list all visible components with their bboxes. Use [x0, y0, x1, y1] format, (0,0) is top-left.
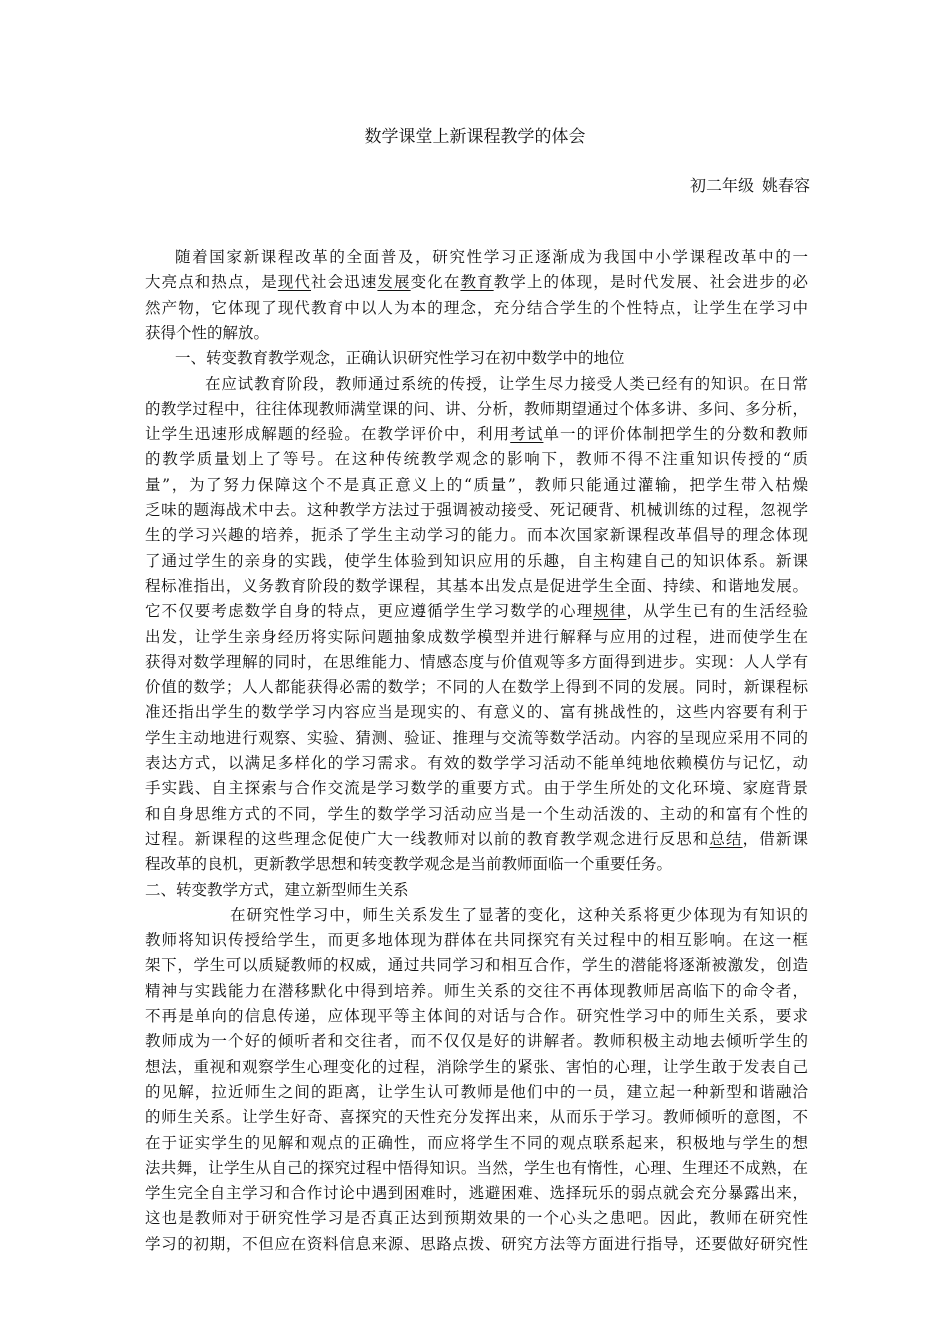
- text-segment: 教师成为一个好的倾听者和交往者，而不仅仅是好的讲解者。教师积极主动地去倾听学生的: [145, 1032, 808, 1050]
- text-line: [145, 877, 808, 903]
- text-segment: 准还指出学生的数学学习内容应当是现实的、有意义的、富有挑战性的，这些内容要有利于: [145, 703, 808, 721]
- text-line: [145, 674, 808, 700]
- text-line: [145, 1028, 808, 1054]
- text-segment: 生的学习兴趣的培养，扼杀了学生主动学习的能力。而本次国家新课程改革倡导的理念体现: [145, 526, 808, 544]
- text-line: [145, 750, 808, 776]
- text-line: [145, 295, 808, 321]
- linked-term[interactable]: 教育: [460, 273, 494, 291]
- text-segment: 变化在: [410, 273, 461, 291]
- text-line: [145, 1231, 808, 1257]
- text-line: [145, 320, 808, 346]
- text-line: [145, 851, 808, 877]
- text-segment: 的师生关系。让学生好奇、喜探究的天性充分发挥出来，从而乐于学习。教师倾听的意图，不: [145, 1108, 808, 1126]
- text-segment: 想法，重视和观察学生心理变化的过程，消除学生的紧张、害怕的心理，让学生敢于发表自己: [145, 1058, 808, 1076]
- text-line: [145, 978, 808, 1004]
- text-segment: 了通过学生的亲身的实践，使学生体验到知识应用的乐趣，自主构建自己的知识体系。新课: [145, 552, 808, 570]
- author-grade: 初二年级: [689, 176, 754, 195]
- text-line: [145, 699, 808, 725]
- author-line: [690, 175, 810, 197]
- text-segment: 获得对数学理解的同时，在思维能力、情感态度与价值观等多方面得到进步。实现：人人学有: [145, 653, 808, 671]
- text-line: [145, 522, 808, 548]
- text-line: [145, 421, 808, 447]
- text-line: [145, 396, 808, 422]
- author-name: 姚春容: [761, 176, 810, 195]
- text-segment: 社会迅速: [311, 273, 378, 291]
- text-segment: 在应试教育阶段，教师通过系统的传授，让学生尽力接受人类已经有的知识。在日常: [205, 375, 808, 393]
- text-segment: 的教学质量划上了等号。在这种传统教学观念的影响下，教师不得不注重知识传授的“质: [145, 450, 808, 468]
- text-segment: 精神与实践能力在潜移默化中得到培养。师生关系的交往不再体现教师居高临下的命令者，: [145, 982, 808, 1000]
- text-segment: 在于证实学生的见解和观点的正确性，而应将学生不同的观点联系起来，积极地与学生的想: [145, 1134, 808, 1152]
- text-line: [145, 269, 808, 295]
- text-segment: 量”，为了努力保障这个不是真正意义上的“质量”，教师只能通过灌输，把学生带入枯燥: [145, 476, 808, 494]
- text-segment: 它不仅要考虑数学自身的特点，更应遵循学生学习数学的心理: [145, 602, 594, 620]
- text-line: [145, 801, 808, 827]
- text-line: [145, 573, 808, 599]
- text-segment: 过程。新课程的这些理念促使广大一线教师对以前的教育教学观念进行反思和: [145, 830, 710, 848]
- text-line: [175, 244, 808, 270]
- text-segment: 和自身思维方式的不同，学生的数学学习活动应当是一个生动活泼的、主动的和富有个性的: [145, 805, 808, 823]
- document-title: 数学课堂上新课程教学的体会: [364, 127, 586, 147]
- text-line: [205, 371, 808, 397]
- text-segment: 表达方式，以满足多样化的学习需求。有效的数学学习活动不能单纯地依赖模仿与记忆，动: [145, 754, 808, 772]
- text-line: [145, 927, 808, 953]
- text-line: [145, 1104, 808, 1130]
- text-segment: 乏味的题海战术中去。这种教学方法过于强调被动接受、死记硬背、机械训练的过程，忽视学: [145, 501, 808, 519]
- linked-term[interactable]: 现代: [277, 273, 312, 291]
- text-line: [145, 598, 808, 624]
- text-segment: 程标准指出，义务教育阶段的数学课程，其基本出发点是促进学生全面、持续、和谐地发展。: [145, 577, 808, 595]
- text-segment: 学习的初期，不但应在资料信息来源、思路点拨、研究方法等方面进行指导，还要做好研究性: [145, 1235, 808, 1253]
- text-segment: 出发，让学生亲身经历将实际问题抽象成数学模型并进行解释与应用的过程，进而使学生在: [145, 628, 808, 646]
- text-segment: 手实践、自主探索与合作交流是学习数学的重要方式。由于学生所处的文化环境、家庭背景: [145, 779, 808, 797]
- text-line: [230, 902, 808, 928]
- text-segment: 然产物，它体现了现代教育中以人为本的理念，充分结合学生的个性特点，让学生在学习中: [145, 299, 808, 317]
- text-line: [145, 1079, 808, 1105]
- text-segment: 架下，学生可以质疑教师的权威，通过共同学习和相互合作，学生的潜能将逐渐被激发，创造: [145, 956, 808, 974]
- text-line: [145, 1054, 808, 1080]
- text-line: [145, 446, 808, 472]
- text-line: [145, 725, 808, 751]
- text-segment: 的教学过程中，往往体现教师满堂课的问、讲、分析，教师期望通过个体多讲、多问、多分析，: [145, 400, 808, 418]
- text-segment: 法共舞，让学生从自己的探究过程中悟得知识。当然，学生也有惰性，心理、生理还不成熟，在: [145, 1159, 808, 1177]
- text-line: [175, 345, 808, 371]
- text-segment: 价值的数学；人人都能获得必需的数学；不同的人在数学上得到不同的发展。同时，新课程标: [145, 678, 808, 696]
- text-segment: 在研究性学习中，师生关系发生了显著的变化，这种关系将更少体现为有知识的: [230, 906, 808, 924]
- text-segment: 这也是教师对于研究性学习是否真正达到预期效果的一个心头之患吧。因此，教师在研究性: [145, 1209, 808, 1227]
- text-line: [145, 1180, 808, 1206]
- text-segment: 一、转变教育教学观念，正确认识研究性学习在初中数学中的地位: [175, 349, 625, 367]
- text-line: [145, 775, 808, 801]
- text-line: [145, 1003, 808, 1029]
- text-segment: 让学生迅速形成解题的经验。在教学评价中，利用: [145, 425, 511, 443]
- text-line: [145, 649, 808, 675]
- text-line: [145, 548, 808, 574]
- text-segment: 教师将知识传授给学生，而更多地体现为群体在共同探究有关过程中的相互影响。在这一框: [145, 931, 808, 949]
- text-line: [145, 497, 808, 523]
- linked-term[interactable]: 总结: [709, 830, 743, 848]
- text-line: [145, 1205, 808, 1231]
- text-line: [145, 952, 808, 978]
- text-segment: 的见解，拉近师生之间的距离，让学生认可教师是他们中的一员，建立起一种新型和谐融洽: [145, 1083, 808, 1101]
- linked-term[interactable]: 考试: [510, 425, 544, 443]
- text-segment: 大亮点和热点，是: [145, 273, 278, 291]
- linked-term[interactable]: 规律: [593, 602, 627, 620]
- text-segment: 二、转变教学方式，建立新型师生关系: [145, 881, 409, 899]
- text-line: [145, 826, 808, 852]
- linked-term[interactable]: 发展: [377, 273, 411, 291]
- text-segment: 程改革的良机，更新教学思想和转变教学观念是当前教师面临一个重要任务。: [145, 855, 673, 873]
- text-segment: 不再是单向的信息传递，应体现平等主体间的对话与合作。研究性学习中的师生关系，要求: [145, 1007, 808, 1025]
- text-segment: 教学上的体现，是时代发展、社会进步的必: [493, 273, 808, 291]
- text-line: [145, 624, 808, 650]
- text-segment: ，从学生已有的生活经验: [626, 602, 808, 620]
- text-segment: 获得个性的解放。: [145, 324, 270, 342]
- text-segment: 单一的评价体制把学生的分数和教师: [543, 425, 808, 443]
- text-segment: ，借新课: [742, 830, 808, 848]
- text-line: [145, 472, 808, 498]
- text-segment: 学生主动地进行观察、实验、猜测、验证、推理与交流等数学活动。内容的呈现应采用不同的: [145, 729, 808, 747]
- text-line: [145, 1130, 808, 1156]
- text-line: [145, 1155, 808, 1181]
- text-segment: 随着国家新课程改革的全面普及，研究性学习正逐渐成为我国中小学课程改革中的一: [175, 248, 808, 266]
- text-segment: 学生完全自主学习和合作讨论中遇到困难时，逃避困难、选择玩乐的弱点就会充分暴露出来，: [145, 1184, 808, 1202]
